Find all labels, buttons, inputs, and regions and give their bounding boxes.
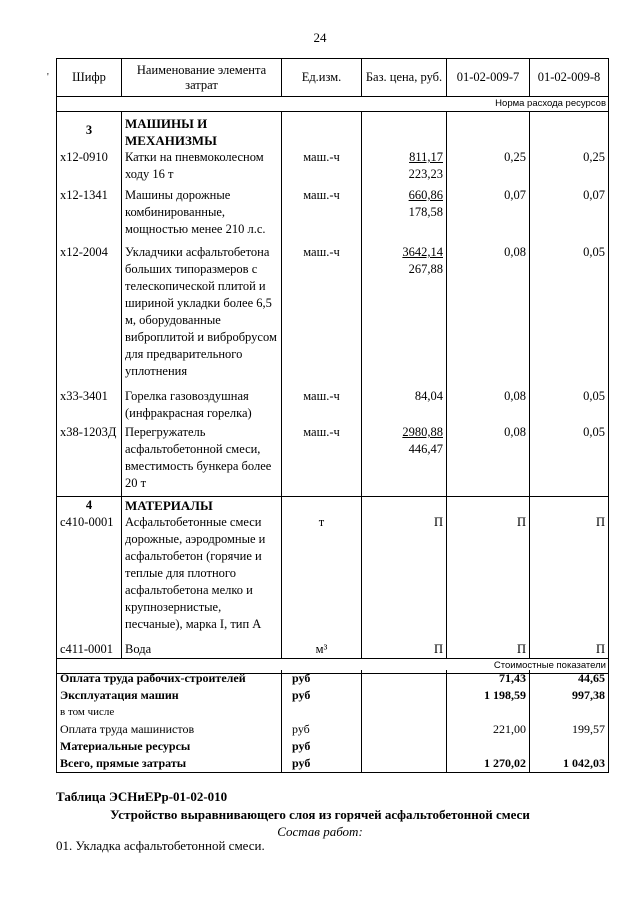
row-code: х12-1341 bbox=[57, 183, 122, 238]
table-description: Устройство выравнивающего слоя из горячей асфальтобетонной смеси bbox=[110, 807, 530, 822]
summary-label: Всего, прямые затраты bbox=[57, 755, 282, 773]
row-code: х38-1203Д bbox=[57, 422, 122, 497]
summary-value-b: 199,57 bbox=[530, 721, 609, 738]
row-price: 84,04 bbox=[362, 380, 447, 422]
row-code: х12-0910 bbox=[57, 149, 122, 183]
work-item: 01. Укладка асфальтобетонной смеси. bbox=[56, 838, 265, 853]
table-header-row bbox=[57, 59, 609, 97]
row-price-sub: 178,58 bbox=[408, 205, 443, 219]
summary-unit: руб bbox=[282, 755, 362, 773]
table-title: Таблица ЭСНиЕРр-01-02-010 bbox=[56, 789, 228, 804]
row-code: х33-3401 bbox=[57, 380, 122, 422]
section-row bbox=[57, 497, 609, 515]
row-name: Машины дорожные комбинированные, мощностью менее 210 л.с. bbox=[122, 183, 282, 238]
summary-label: Эксплуатация машин bbox=[57, 687, 282, 704]
row-value-b: 0,05 bbox=[530, 380, 609, 422]
table-row bbox=[57, 238, 609, 380]
row-name: Асфальтобетонные смеси дорожные, аэродромные и асфальтобетон (горячие и теплые для плотного асфальтобетона мелко и крупнозернистые, песчаные), марка I, тип А bbox=[122, 514, 282, 641]
row-value-a: 0,08 bbox=[447, 238, 530, 380]
summary-value-a: 221,00 bbox=[447, 721, 530, 738]
row-name: Перегружатель асфальтобетонной смеси, вместимость бункера более 20 т bbox=[122, 422, 282, 497]
row-value-a: 0,25 bbox=[447, 149, 530, 183]
row-value-a: 0,08 bbox=[447, 422, 530, 497]
summary-label: Оплата труда машинистов bbox=[57, 721, 282, 738]
row-price-sub: 267,88 bbox=[408, 262, 443, 276]
row-value-b: 0,05 bbox=[530, 422, 609, 497]
section-row bbox=[57, 112, 609, 150]
summary-value-b: 1 042,03 bbox=[530, 755, 609, 773]
norm-label: Норма расхода ресурсов bbox=[57, 97, 609, 112]
row-value-b: 0,05 bbox=[530, 238, 609, 380]
row-unit: т bbox=[282, 514, 362, 641]
row-price: П bbox=[362, 514, 447, 641]
row-code: х12-2004 bbox=[57, 238, 122, 380]
row-value-a: П bbox=[447, 641, 530, 659]
cost-label: Стоимостные показатели bbox=[57, 659, 609, 674]
row-unit: маш.-ч bbox=[282, 422, 362, 497]
page-number: 24 bbox=[313, 30, 327, 45]
table-row bbox=[57, 641, 609, 659]
row-unit: маш.-ч bbox=[282, 380, 362, 422]
summary-unit: руб bbox=[282, 670, 362, 687]
row-price: П bbox=[362, 641, 447, 659]
row-unit: м³ bbox=[282, 641, 362, 659]
row-value-b: 0,07 bbox=[530, 183, 609, 238]
row-name: Горелка газовоздушная (инфракрасная горелка) bbox=[122, 380, 282, 422]
header-price: Баз. цена, руб. bbox=[362, 59, 447, 97]
summary-row bbox=[57, 721, 609, 738]
row-value-b: П bbox=[530, 514, 609, 641]
summary-value-a: 71,43 bbox=[447, 670, 530, 687]
header-unit: Ед.изм. bbox=[282, 59, 362, 97]
summary-value-b: 44,65 bbox=[530, 670, 609, 687]
row-price-sub: 223,23 bbox=[408, 167, 443, 181]
row-code: с411-0001 bbox=[57, 641, 122, 659]
row-name: Вода bbox=[122, 641, 282, 659]
section-title: МАТЕРИАЛЫ bbox=[122, 497, 282, 515]
summary-label: Материальные ресурсы bbox=[57, 738, 282, 755]
work-heading: Состав работ: bbox=[277, 824, 363, 839]
row-price: 2980,88 bbox=[402, 425, 443, 439]
row-unit: маш.-ч bbox=[282, 149, 362, 183]
summary-row bbox=[57, 704, 609, 721]
summary-label: в том числе bbox=[57, 704, 282, 721]
row-value-a: П bbox=[447, 514, 530, 641]
row-code: с410-0001 bbox=[57, 514, 122, 641]
header-col-a: 01-02-009-7 bbox=[447, 59, 530, 97]
summary-value-a: 1 198,59 bbox=[447, 687, 530, 704]
table-row bbox=[57, 422, 609, 497]
row-value-b: 0,25 bbox=[530, 149, 609, 183]
summary-row bbox=[57, 687, 609, 704]
norm-row bbox=[57, 97, 609, 112]
row-value-a: 0,08 bbox=[447, 380, 530, 422]
summary-table bbox=[56, 670, 609, 773]
row-value-a: 0,07 bbox=[447, 183, 530, 238]
row-price: 811,17 bbox=[409, 150, 443, 164]
row-value-b: П bbox=[530, 641, 609, 659]
section-title: МАШИНЫ И МЕХАНИЗМЫ bbox=[122, 112, 282, 150]
summary-unit: руб bbox=[282, 687, 362, 704]
header-code: Шифр bbox=[57, 59, 122, 97]
table-row bbox=[57, 514, 609, 641]
summary-value-a: 1 270,02 bbox=[447, 755, 530, 773]
summary-row bbox=[57, 738, 609, 755]
table-row bbox=[57, 380, 609, 422]
summary-unit: руб bbox=[282, 721, 362, 738]
row-name: Катки на пневмоколесном ходу 16 т bbox=[122, 149, 282, 183]
row-price-sub: 446,47 bbox=[408, 442, 443, 456]
margin-mark: ' bbox=[47, 72, 49, 83]
row-unit: маш.-ч bbox=[282, 183, 362, 238]
header-name: Наименование элемента затрат bbox=[122, 59, 282, 97]
section-code: 4 bbox=[57, 497, 122, 515]
header-col-b: 01-02-009-8 bbox=[530, 59, 609, 97]
summary-row bbox=[57, 670, 609, 687]
summary-label: Оплата труда рабочих-строителей bbox=[57, 670, 282, 687]
resource-table bbox=[56, 58, 609, 674]
row-price: 660,86 bbox=[408, 188, 443, 202]
summary-value-b: 997,38 bbox=[530, 687, 609, 704]
row-name: Укладчики асфальтобетона больших типоразмеров с телескопической плитой и шириной укладки более 6,5 м, оборудованные виброплитой и вибробрусом для предварительного уплотнения bbox=[122, 238, 282, 380]
table-row bbox=[57, 183, 609, 238]
section-code: 3 bbox=[57, 112, 122, 150]
table-row bbox=[57, 149, 609, 183]
summary-row bbox=[57, 755, 609, 773]
row-unit: маш.-ч bbox=[282, 238, 362, 380]
row-price: 3642,14 bbox=[402, 245, 443, 259]
summary-unit: руб bbox=[282, 738, 362, 755]
